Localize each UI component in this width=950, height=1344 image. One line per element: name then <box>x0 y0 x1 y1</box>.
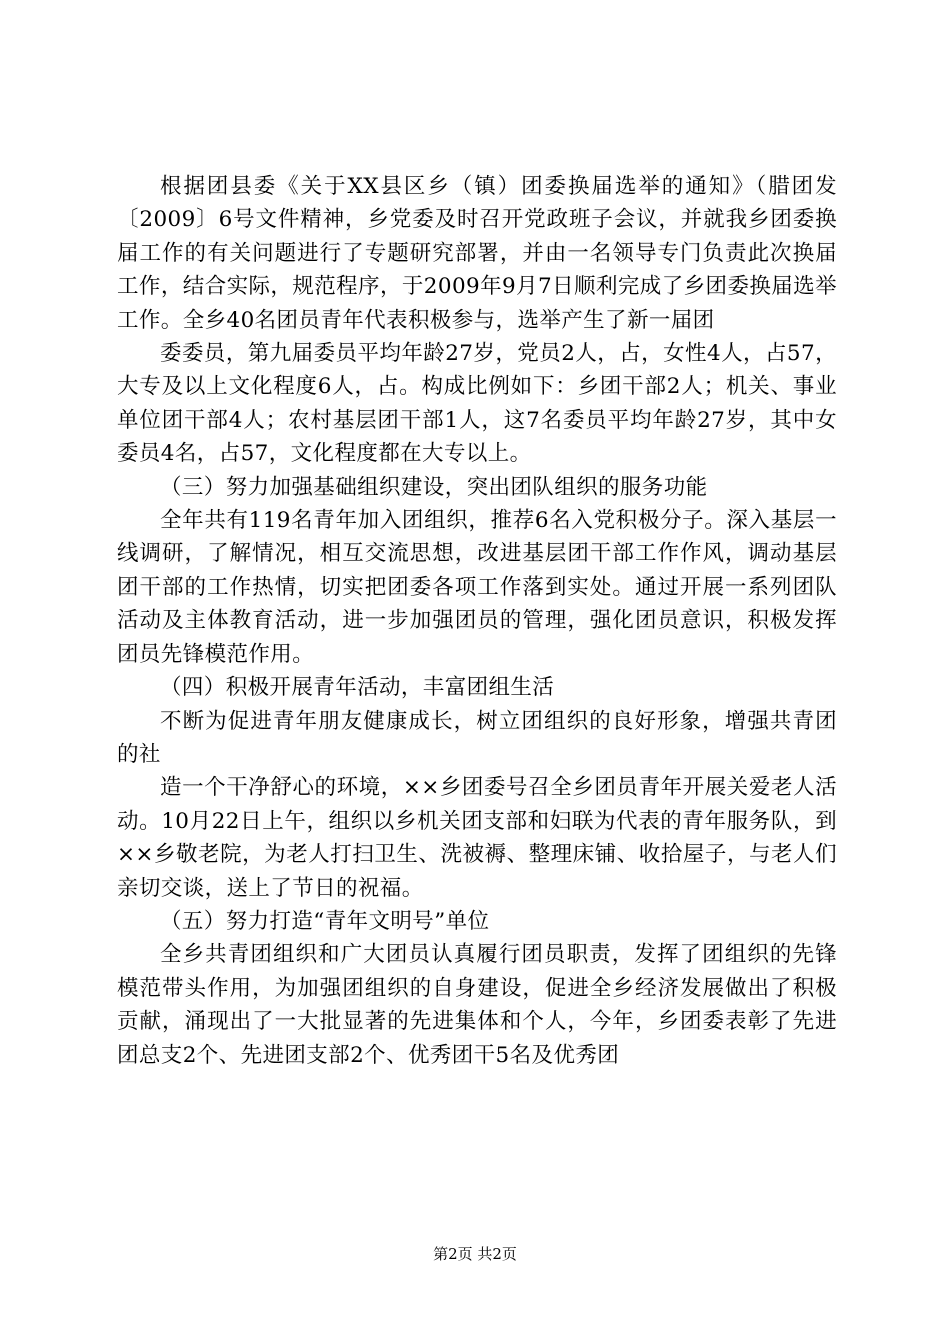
paragraph-youth-growth: 不断为促进青年朋友健康成长，树立团组织的良好形象，增强共青团的社 <box>117 708 837 767</box>
paragraph-election-notice: 根据团县委《关于XX县区乡（镇）团委换届选举的通知》（腊团发〔2009〕6号文件精神，乡党委及时召开党政班子会议，并就我乡团委换届工作的有关问题进行了专题研究部署，并由一名领导专门负责此次换届工作，结合实际，规范程序，于2009年9月7日顺利完成了乡团委换届选举工作。全乡40名团员青年代表积极参与，选举产生了新一届团 <box>117 174 837 333</box>
document-body <box>117 170 837 1072</box>
section-heading-3: （三）努力加强基础组织建设，突出团队组织的服务功能 <box>160 474 708 500</box>
paragraph-organization-building: 全年共有119名青年加入团组织，推荐6名入党积极分子。深入基层一线调研，了解情况，相互交流思想，改进基层团干部工作作风，调动基层团干部的工作热情，切实把团委各项工作落到实处。通过开展一系列团队活动及主体教育活动，进一步加强团员的管理，强化团员意识，积极发挥团员先锋模范作用。 <box>117 508 837 667</box>
paragraph-committee-members: 委委员，第九届委员平均年龄27岁，党员2人，占，女性4人，占57，大专及以上文化程度6人，占。构成比例如下：乡团干部2人；机关、事业单位团干部4人；农村基层团干部1人，这7名委员平均年龄27岁，其中女委员4名，占57，文化程度都在大专以上。 <box>117 341 837 467</box>
paragraph-civilization-units: 全乡共青团组织和广大团员认真履行团员职责，发挥了团组织的先锋模范带头作用，为加强团组织的自身建设，促进全乡经济发展做出了积极贡献，涌现出了一大批显著的先进集体和个人，今年，乡团委表彰了先进团总支2个、先进团支部2个、优秀团干5名及优秀团 <box>117 942 837 1068</box>
paragraph-elderly-care: 造一个干净舒心的环境，××乡团委号召全乡团员青年开展关爱老人活动。10月22日上午，组织以乡机关团支部和妇联为代表的青年服务队，到××乡敬老院，为老人打扫卫生、洗被褥、整理床铺、收拾屋子，与老人们亲切交谈，送上了节日的祝福。 <box>117 775 837 901</box>
page-number-footer: 第2页 共2页 <box>433 1245 517 1263</box>
section-heading-4: （四）积极开展青年活动，丰富团组生活 <box>160 675 555 701</box>
section-heading-5: （五）努力打造“青年文明号”单位 <box>160 908 490 934</box>
